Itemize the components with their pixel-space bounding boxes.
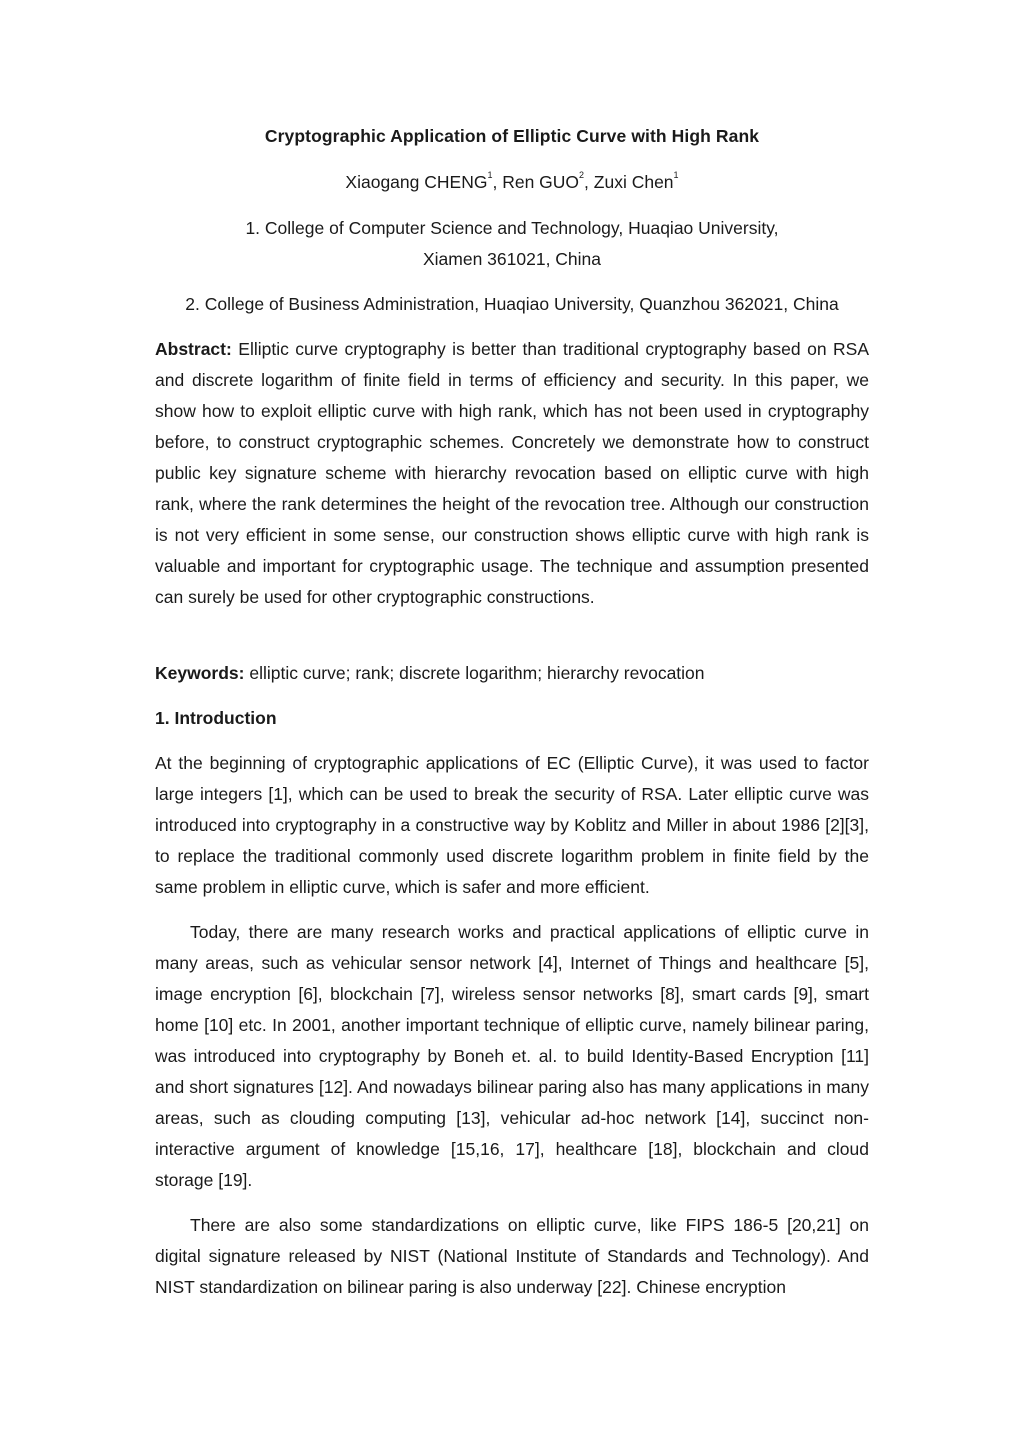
intro-paragraph-2: Today, there are many research works and practical applications of elliptic curve in many areas, such as vehicular sensor network [4], Internet of Things and healthcare [5], image encryption [6], blockchain [7], wireless sensor networks [8], smart cards [9], smart home [10] etc. In 2001, another important technique of elliptic curve, namely bilinear paring, was introduced into cryptography by Boneh et. al. to build Identity-Based Encryption [11] and short signatures [12]. And nowadays bilinear paring also has many applications in many areas, such as clouding computing [13], vehicular ad-hoc network [14], succinct non-interactive argument of knowledge [15,16, 17], healthcare [18], blockchain and cloud storage [19]. — [155, 922, 869, 1190]
section-heading-introduction: 1. Introduction — [155, 708, 277, 728]
affiliation-1-line-2: Xiamen 361021, China — [422, 249, 602, 269]
keywords-label: Keywords: — [155, 663, 245, 683]
affiliation-1 — [0, 213, 1024, 275]
paper-title: Cryptographic Application of Elliptic Curve with High Rank — [264, 126, 760, 146]
author-separator: , — [584, 172, 594, 192]
affiliation-1-line-1: 1. College of Computer Science and Technology, Huaqiao University, — [245, 218, 779, 238]
intro-paragraph-1: At the beginning of cryptographic applications of EC (Elliptic Curve), it was used to factor large integers [1], which can be used to break the security of RSA. Later elliptic curve was introduced into cryptography in a constructive way by Koblitz and Miller in about 1986 [2][3], to replace the traditional commonly used discrete logarithm problem in finite field by the same problem in elliptic curve, which is safer and more efficient. — [155, 753, 869, 897]
author-affiliation-mark: 2 — [579, 170, 585, 180]
abstract — [155, 334, 869, 613]
keywords-text: elliptic curve; rank; discrete logarithm; hierarchy revocation — [244, 663, 705, 683]
abstract-text: Elliptic curve cryptography is better than traditional cryptography based on RSA and discrete logarithm of finite field in terms of efficiency and security. In this paper, we show how to exploit elliptic curve with high rank, which has not been used in cryptography before, to construct cryptographic schemes. Concretely we demonstrate how to construct public key signature scheme with hierarchy revocation based on elliptic curve with high rank, where the rank determines the height of the revocation tree. Although our construction is not very efficient in some sense, our construction shows elliptic curve with high rank is valuable and important for cryptographic usage. The technique and assumption presented can surely be used for other cryptographic constructions. — [155, 339, 869, 607]
author-separator: , — [492, 172, 503, 192]
keywords — [155, 658, 869, 689]
author-name: Ren GUO — [502, 172, 580, 192]
abstract-label: Abstract: — [155, 339, 232, 359]
intro-paragraph-3: There are also some standardizations on elliptic curve, like FIPS 186-5 [20,21] on digital signature released by NIST (National Institute of Standards and Technology). And NIST standardization on bilinear paring is also underway [22]. Chinese encryption — [155, 1215, 869, 1297]
author-list — [0, 172, 1024, 193]
author-name: Zuxi Chen — [593, 172, 674, 192]
author-name: Xiaogang CHENG — [345, 172, 488, 192]
author-affiliation-mark: 1 — [487, 170, 493, 180]
affiliation-2: 2. College of Business Administration, Huaqiao University, Quanzhou 362021, China — [185, 294, 839, 314]
author-affiliation-mark: 1 — [673, 170, 679, 180]
